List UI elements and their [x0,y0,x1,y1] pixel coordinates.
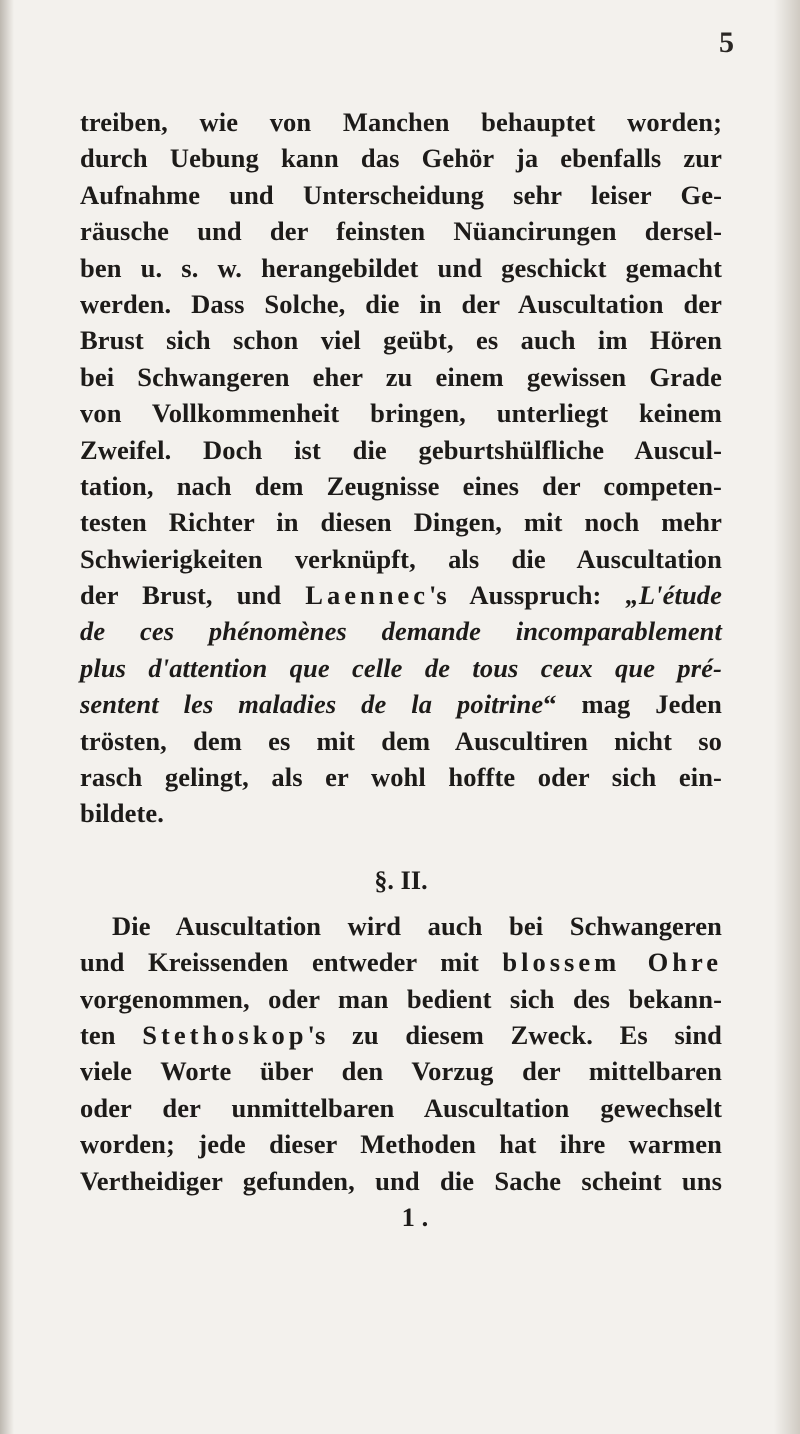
text-line: Vertheidiger gefunden, und die Sache scheint uns [80,1165,722,1196]
text-line: rasch gelingt, als er wohl hoffte oder sich ein- [80,762,722,793]
text-line: vorgenommen, oder man bedient sich des bekann- [80,983,722,1014]
text-line: tation, nach dem Zeugnisse eines der competen- [80,470,722,501]
signature-mark: 1 . [401,1201,429,1232]
text-line: räusche und der feinsten Nüancirungen dersel- [80,216,722,247]
author-name-laennec: Laennec [305,580,429,611]
emphasis-run: blossem Ohre [502,947,722,978]
text-run: und Kreissenden entweder mit [80,947,503,978]
quote-line: de ces phénomènes demande incomparablement [80,616,722,647]
text-line: Brust sich schon viel geübt, es auch im Hören [80,325,722,356]
text-line: bildete. [80,798,164,829]
page-number: 5 [719,26,734,59]
text-line [80,686,722,722]
text-line: trösten, dem es mit dem Auscultiren nicht so [80,725,722,756]
quote-run: sentent les maladies de la poitrine [80,689,544,720]
text-line: viele Worte über den Vorzug der mittelbaren [80,1056,722,1087]
text-line: testen Richter in diesen Dingen, mit noch mehr [80,507,722,538]
section-heading: §. II. [374,865,428,895]
text-line: Zweifel. Doch ist die geburtshülfliche Auscul- [80,434,722,465]
paragraph-2 [80,908,722,1199]
text-line: werden. Dass Solche, die in der Auscultation der [80,288,722,319]
text-run: 's Ausspruch: [428,580,626,611]
text-line: treiben, wie von Manchen behauptet worden; [80,107,722,137]
body-text [80,104,722,1235]
text-run: der Brust, und [80,580,306,611]
text-run: 's zu diesem Zweck. Es sind [307,1019,722,1050]
text-line: von Vollkommenheit bringen, unterliegt keinem [80,398,722,429]
text-line [80,577,722,613]
text-line: worden; jede dieser Methoden hat ihre warmen [80,1129,722,1160]
paragraph-1 [80,104,722,832]
text-line: Schwierigkeiten verknüpft, als die Auscultation [80,543,722,574]
text-run: ten [80,1019,143,1050]
quote-line: plus d'attention que celle de tous ceux que pré- [80,652,722,683]
text-line: durch Uebung kann das Gehör ja ebenfalls zur [80,143,722,174]
emphasis-run: Stethoskop [142,1019,308,1050]
text-line: bei Schwangeren eher zu einem gewissen Grade [80,361,722,392]
text-line [80,1017,722,1053]
text-line: oder der unmittelbaren Auscultation gewechselt [80,1092,722,1123]
text-line: Die Auscultation wird auch bei Schwangeren [112,910,722,941]
text-line: ben u. s. w. herangebildet und geschickt gemacht [80,252,722,283]
quote-run: „L'étude [625,580,722,611]
text-line [80,944,722,980]
text-run: “ mag Jeden [543,689,722,720]
text-line: Aufnahme und Unterscheidung sehr leiser Ge- [80,179,722,210]
